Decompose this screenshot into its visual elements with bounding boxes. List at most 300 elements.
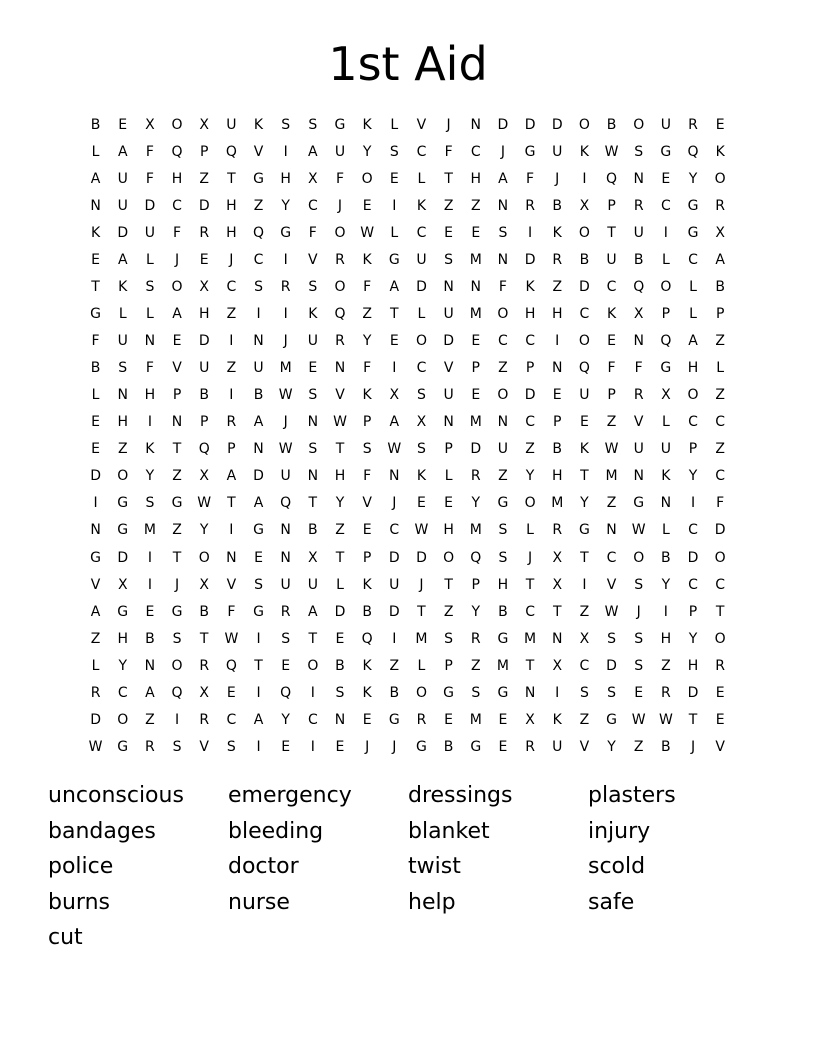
grid-letter: K — [308, 306, 318, 323]
grid-letter: C — [525, 603, 535, 620]
grid-letter: N — [307, 414, 319, 431]
grid-letter: D — [253, 468, 264, 485]
grid-letter: O — [633, 117, 645, 133]
grid-letter: B — [389, 684, 400, 701]
grid-letter: D — [714, 522, 726, 539]
grid-letter: C — [715, 468, 726, 485]
grid-letter: J — [392, 495, 397, 512]
grid-letter: U — [199, 360, 210, 377]
grid-letter: K — [416, 198, 427, 215]
grid-letter: I — [93, 495, 98, 512]
page-title: 1st Aid — [328, 37, 488, 91]
grid-letter: Q — [171, 684, 183, 701]
grid-letter: M — [469, 306, 482, 323]
grid-letter: Y — [688, 630, 698, 647]
grid-letter: J — [229, 252, 234, 269]
grid-letter: W — [333, 414, 347, 431]
grid-letter: M — [496, 657, 509, 674]
grid-letter: Z — [470, 198, 481, 215]
grid-letter: B — [308, 522, 318, 539]
grid-letter: X — [145, 117, 155, 133]
grid-letter: G — [660, 144, 672, 161]
grid-letter: O — [117, 711, 129, 728]
grid-letter: R — [715, 657, 726, 674]
grid-letter: R — [660, 684, 671, 701]
grid-letter: N — [633, 333, 644, 350]
grid-letter: H — [198, 306, 210, 323]
grid-letter: F — [227, 603, 236, 620]
grid-letter: O — [307, 657, 319, 674]
grid-letter: F — [363, 468, 372, 485]
grid-letter: D — [198, 333, 210, 350]
grid-letter: R — [416, 711, 427, 728]
grid-letter: T — [308, 495, 318, 512]
grid-letter: G — [470, 738, 482, 755]
grid-letter: W — [604, 441, 619, 458]
grid-letter: A — [226, 468, 237, 485]
grid-letter: V — [579, 738, 590, 755]
grid-letter: O — [714, 549, 726, 566]
grid-letter: C — [307, 198, 318, 215]
grid-letter: U — [497, 441, 509, 458]
grid-letter: T — [227, 495, 236, 512]
grid-letter: Z — [470, 657, 481, 674]
grid-letter: A — [498, 171, 508, 188]
grid-letter: D — [524, 252, 536, 269]
grid-letter: S — [634, 576, 644, 593]
grid-letter: T — [715, 603, 725, 620]
grid-letter: I — [283, 306, 288, 323]
grid-letter: R — [90, 684, 101, 701]
grid-letter: L — [716, 360, 725, 377]
grid-letter: R — [470, 468, 481, 485]
grid-letter: L — [661, 522, 670, 539]
grid-letter: H — [687, 360, 699, 377]
grid-letter: L — [336, 576, 344, 593]
grid-letter: D — [470, 441, 482, 458]
grid-letter: O — [524, 495, 536, 512]
grid-letter: A — [308, 603, 318, 620]
grid-letter: Z — [443, 198, 454, 215]
grid-letter: W — [387, 441, 402, 458]
grid-letter: N — [443, 414, 454, 431]
grid-letter: N — [226, 549, 237, 566]
grid-letter: A — [90, 171, 101, 188]
grid-letter: J — [174, 576, 180, 593]
grid-letter: X — [199, 279, 209, 296]
grid-letter: S — [226, 738, 236, 755]
grid-letter: R — [715, 198, 726, 215]
grid-letter: U — [144, 225, 156, 242]
grid-letter: L — [91, 144, 100, 161]
grid-letter: R — [199, 657, 210, 674]
grid-letter: R — [525, 738, 535, 755]
grid-letter: Y — [362, 144, 372, 161]
grid-letter: I — [392, 198, 397, 215]
grid-letter: N — [497, 252, 509, 269]
word-list-item: scold — [588, 854, 646, 879]
grid-letter: E — [417, 495, 426, 512]
grid-letter: G — [497, 495, 509, 512]
grid-letter: O — [578, 333, 590, 350]
grid-letter: N — [551, 360, 563, 377]
grid-letter: I — [582, 171, 587, 188]
grid-letter: X — [579, 630, 590, 647]
grid-letter: O — [687, 387, 699, 404]
grid-letter: U — [633, 441, 644, 458]
grid-letter: G — [606, 711, 617, 728]
word-list-item: nurse — [228, 889, 290, 915]
grid-letter: W — [414, 522, 429, 539]
grid-letter: L — [417, 306, 426, 323]
grid-letter: L — [661, 252, 670, 269]
grid-letter: E — [661, 171, 671, 188]
grid-letter: H — [171, 171, 183, 188]
grid-letter: C — [253, 252, 264, 269]
grid-letter: T — [525, 576, 535, 593]
grid-letter: I — [147, 576, 152, 593]
grid-letter: S — [579, 684, 589, 701]
grid-letter: Q — [280, 684, 292, 701]
grid-letter: K — [90, 225, 101, 242]
word-list-item: police — [48, 854, 114, 879]
grid-letter: E — [362, 711, 372, 728]
grid-letter: Y — [362, 333, 372, 350]
grid-letter: Z — [172, 468, 182, 485]
grid-letter: N — [633, 468, 644, 485]
grid-letter: T — [335, 441, 345, 458]
grid-letter: I — [582, 576, 587, 593]
grid-letter: Z — [443, 603, 454, 620]
grid-letter: Q — [280, 495, 292, 512]
grid-letter: H — [226, 198, 237, 215]
grid-letter: H — [334, 468, 346, 485]
grid-letter: Z — [199, 171, 209, 188]
grid-letter: I — [663, 603, 668, 620]
grid-letter: E — [471, 387, 481, 404]
grid-letter: E — [281, 738, 291, 755]
grid-letter: Z — [606, 414, 617, 431]
grid-letter: I — [555, 684, 560, 701]
grid-letter: P — [227, 441, 236, 458]
grid-letter: Z — [226, 306, 237, 323]
grid-letter: B — [199, 603, 209, 620]
grid-letter: P — [444, 657, 453, 674]
grid-letter: Y — [607, 738, 616, 755]
grid-letter: N — [551, 630, 563, 647]
grid-letter: X — [552, 576, 563, 593]
grid-letter: K — [362, 576, 372, 593]
grid-letter: E — [226, 684, 236, 701]
grid-letter: F — [444, 144, 453, 161]
grid-letter: V — [362, 495, 372, 512]
grid-letter: P — [661, 306, 671, 323]
grid-letter: G — [443, 684, 455, 701]
grid-letter: O — [334, 279, 346, 296]
grid-letter: N — [334, 360, 346, 377]
grid-letter: T — [688, 711, 698, 728]
grid-letter: G — [171, 603, 183, 620]
grid-letter: B — [552, 198, 563, 215]
grid-letter: B — [715, 279, 725, 296]
grid-letter: S — [281, 630, 291, 647]
grid-letter: C — [606, 549, 617, 566]
grid-letter: S — [308, 441, 318, 458]
grid-letter: N — [497, 198, 509, 215]
grid-letter: S — [254, 576, 263, 593]
grid-letter: H — [443, 522, 454, 539]
grid-letter: V — [253, 144, 264, 161]
grid-letter: R — [470, 630, 481, 647]
grid-letter: U — [389, 576, 400, 593]
grid-letter: A — [253, 495, 264, 512]
grid-letter: Z — [525, 441, 535, 458]
grid-letter: K — [362, 657, 372, 674]
grid-letter: F — [363, 360, 372, 377]
grid-letter: T — [335, 549, 345, 566]
grid-letter: N — [144, 333, 156, 350]
grid-letter: U — [606, 252, 617, 269]
grid-letter: I — [663, 225, 668, 242]
grid-letter: X — [525, 711, 535, 728]
grid-letter: W — [604, 144, 619, 161]
word-list-item: cut — [48, 925, 83, 950]
grid-letter: J — [690, 738, 696, 755]
grid-letter: M — [469, 252, 482, 269]
grid-letter: A — [308, 144, 318, 161]
grid-letter: Y — [145, 468, 155, 485]
grid-letter: U — [579, 387, 590, 404]
grid-letter: R — [688, 117, 698, 133]
grid-letter: Z — [253, 198, 264, 215]
grid-letter: K — [253, 117, 264, 133]
grid-letter: Z — [335, 522, 345, 539]
grid-letter: E — [444, 711, 454, 728]
grid-letter: D — [90, 468, 101, 485]
grid-letter: S — [308, 117, 318, 133]
grid-letter: S — [281, 117, 291, 133]
grid-letter: E — [607, 333, 616, 350]
grid-letter: S — [145, 279, 155, 296]
grid-letter: N — [90, 522, 101, 539]
grid-letter: N — [633, 171, 644, 188]
grid-letter: F — [173, 225, 182, 242]
grid-letter: Z — [715, 387, 725, 404]
grid-letter: U — [253, 360, 264, 377]
grid-letter: V — [172, 360, 182, 377]
word-list-item: plasters — [588, 783, 676, 808]
grid-letter: A — [389, 279, 400, 296]
grid-letter: G — [253, 603, 264, 620]
grid-letter: I — [392, 360, 397, 377]
grid-letter: K — [579, 441, 589, 458]
grid-letter: U — [226, 117, 237, 133]
grid-letter: D — [497, 117, 509, 133]
grid-letter: Q — [578, 360, 590, 377]
grid-letter: H — [117, 414, 128, 431]
grid-letter: K — [661, 468, 671, 485]
grid-letter: V — [308, 252, 318, 269]
grid-letter: S — [308, 279, 318, 296]
grid-letter: T — [91, 279, 100, 296]
grid-letter: O — [334, 225, 346, 242]
grid-letter: Q — [253, 225, 265, 242]
grid-letter: B — [145, 630, 155, 647]
grid-letter: J — [174, 252, 180, 269]
grid-letter: B — [579, 252, 590, 269]
grid-letter: E — [444, 495, 454, 512]
grid-letter: T — [444, 576, 453, 593]
word-list-item: unconscious — [48, 783, 184, 808]
grid-letter: E — [634, 684, 644, 701]
grid-letter: Q — [225, 657, 237, 674]
grid-letter: K — [362, 684, 372, 701]
grid-letter: G — [633, 495, 645, 512]
grid-letter: C — [688, 252, 698, 269]
grid-letter: B — [90, 360, 101, 377]
grid-letter: E — [362, 522, 372, 539]
grid-letter: S — [254, 279, 263, 296]
grid-letter: B — [498, 603, 508, 620]
grid-letter: W — [197, 495, 212, 512]
grid-letter: U — [117, 333, 128, 350]
grid-letter: Z — [389, 657, 400, 674]
grid-letter: O — [633, 549, 645, 566]
grid-letter: L — [390, 225, 399, 242]
grid-letter: B — [633, 252, 644, 269]
grid-letter: O — [171, 657, 183, 674]
grid-letter: D — [524, 117, 536, 133]
grid-letter: T — [552, 603, 562, 620]
grid-letter: K — [118, 279, 128, 296]
grid-letter: M — [605, 468, 618, 485]
grid-letter: K — [416, 468, 427, 485]
grid-letter: F — [363, 279, 372, 296]
grid-letter: Z — [579, 603, 590, 620]
grid-letter: T — [172, 549, 182, 566]
grid-letter: C — [498, 333, 508, 350]
grid-letter: H — [226, 225, 237, 242]
grid-letter: T — [227, 171, 236, 188]
grid-letter: C — [579, 657, 590, 674]
grid-letter: I — [256, 684, 261, 701]
word-list-item: bandages — [48, 818, 156, 844]
grid-letter: L — [661, 414, 670, 431]
grid-letter: J — [365, 738, 370, 755]
grid-letter: E — [145, 603, 155, 620]
grid-letter: K — [552, 225, 562, 242]
grid-letter: Y — [688, 468, 698, 485]
grid-letter: H — [144, 387, 156, 404]
grid-letter: F — [607, 360, 616, 377]
grid-letter: F — [145, 360, 154, 377]
grid-letter: W — [604, 603, 619, 620]
grid-letter: B — [443, 738, 454, 755]
grid-letter: K — [362, 117, 372, 133]
grid-letter: K — [579, 144, 589, 161]
grid-letter: Q — [171, 144, 183, 161]
grid-letter: T — [172, 441, 182, 458]
grid-letter: G — [578, 522, 590, 539]
grid-letter: A — [253, 711, 264, 728]
grid-letter: P — [199, 414, 209, 431]
grid-letter: Q — [606, 171, 618, 188]
grid-letter: Z — [172, 522, 182, 539]
grid-letter: B — [552, 441, 563, 458]
grid-letter: Z — [226, 360, 237, 377]
grid-letter: E — [715, 117, 725, 133]
grid-letter: H — [687, 657, 699, 674]
grid-letter: G — [253, 171, 264, 188]
grid-letter: M — [524, 630, 537, 647]
grid-letter: Z — [362, 306, 372, 323]
grid-letter: N — [606, 522, 617, 539]
grid-letter: N — [334, 711, 346, 728]
grid-letter: I — [555, 333, 560, 350]
grid-letter: C — [307, 711, 318, 728]
grid-letter: S — [607, 630, 616, 647]
grid-letter: P — [362, 549, 372, 566]
grid-letter: P — [362, 414, 372, 431]
grid-letter: N — [171, 414, 183, 431]
grid-letter: T — [308, 630, 318, 647]
grid-letter: I — [310, 738, 315, 755]
grid-letter: S — [362, 441, 372, 458]
word-list-item: blanket — [408, 818, 490, 844]
grid-letter: Q — [687, 144, 699, 161]
grid-letter: L — [417, 171, 426, 188]
grid-letter: N — [280, 522, 291, 539]
grid-letter: T — [417, 603, 426, 620]
grid-letter: P — [553, 414, 562, 431]
grid-letter: U — [117, 198, 128, 215]
grid-letter: E — [498, 711, 508, 728]
grid-letter: D — [524, 387, 536, 404]
grid-letter: B — [253, 387, 264, 404]
grid-letter: Y — [688, 171, 698, 188]
grid-letter: D — [416, 549, 427, 566]
grid-letter: L — [526, 522, 534, 539]
grid-letter: M — [551, 495, 564, 512]
word-list-item: twist — [408, 854, 461, 879]
grid-letter: P — [444, 441, 453, 458]
grid-letter: R — [552, 252, 563, 269]
grid-letter: P — [525, 360, 535, 377]
grid-letter: N — [90, 198, 101, 215]
grid-letter: H — [497, 576, 509, 593]
grid-letter: N — [253, 441, 264, 458]
grid-letter: R — [633, 198, 644, 215]
grid-letter: G — [253, 522, 264, 539]
grid-letter: B — [335, 657, 345, 674]
grid-letter: U — [117, 171, 128, 188]
grid-letter: M — [469, 522, 482, 539]
grid-letter: G — [687, 198, 699, 215]
grid-letter: D — [388, 603, 400, 620]
grid-letter: L — [689, 306, 697, 323]
grid-letter: M — [469, 711, 482, 728]
grid-letter: U — [633, 225, 644, 242]
grid-letter: N — [117, 387, 128, 404]
grid-letter: E — [715, 711, 725, 728]
grid-letter: L — [145, 306, 154, 323]
grid-letter: J — [528, 549, 533, 566]
grid-letter: G — [117, 738, 129, 755]
grid-letter: Z — [715, 441, 725, 458]
grid-letter: R — [280, 279, 291, 296]
grid-letter: L — [390, 117, 399, 133]
grid-letter: U — [334, 144, 346, 161]
